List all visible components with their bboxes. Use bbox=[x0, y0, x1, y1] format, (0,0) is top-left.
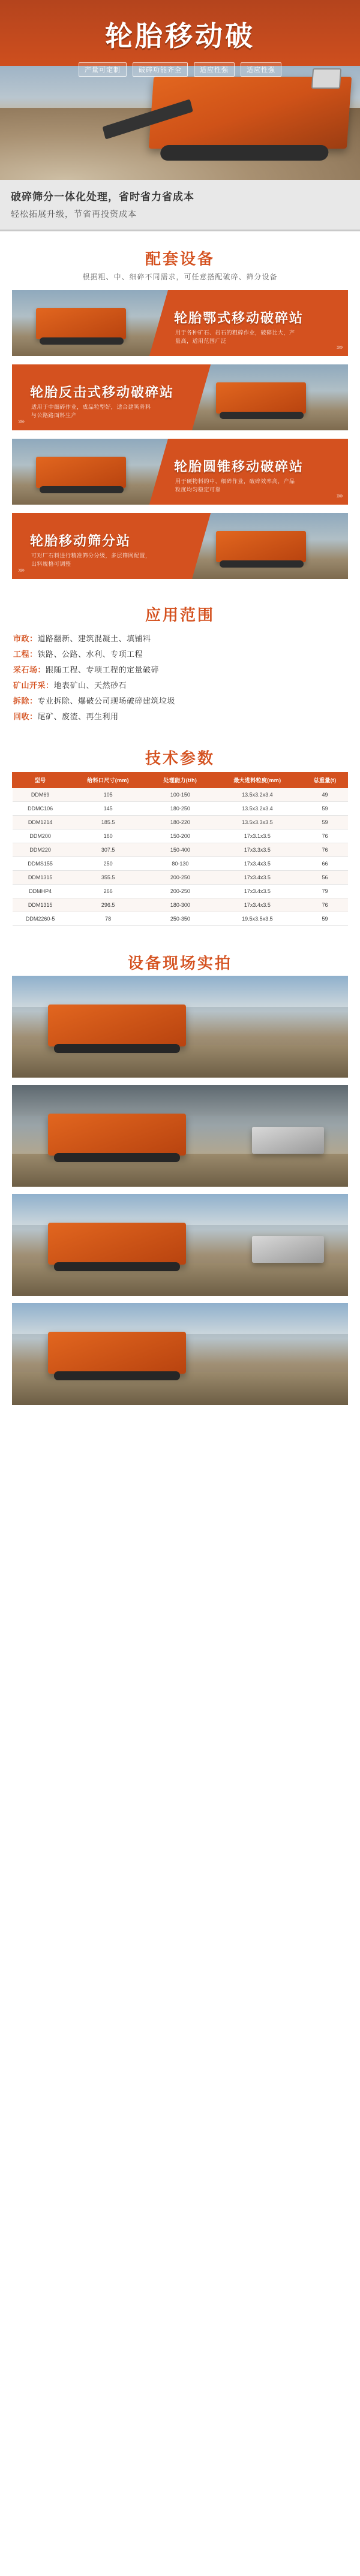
mobile-crusher-illustration bbox=[149, 77, 352, 149]
sky-region bbox=[12, 1303, 348, 1334]
product-card[interactable] bbox=[12, 364, 348, 430]
equipment-section-title: 配套设备 bbox=[145, 250, 215, 268]
table-cell: 100-150 bbox=[148, 788, 212, 802]
value-proposition-bar bbox=[0, 180, 360, 231]
table-cell: 17x3.4x3.5 bbox=[212, 898, 302, 912]
table-cell: 250 bbox=[68, 857, 148, 871]
hero-tag: 适应性强 bbox=[194, 62, 235, 77]
table-row bbox=[13, 788, 348, 802]
table-row bbox=[13, 885, 348, 898]
hero-tag: 产量可定制 bbox=[79, 62, 127, 77]
table-cell: DDM1315 bbox=[13, 871, 68, 885]
gallery bbox=[0, 976, 360, 1428]
application-text: 铁路、公路、水利、专项工程 bbox=[37, 650, 143, 659]
table-cell: 76 bbox=[302, 843, 347, 857]
table-cell: 66 bbox=[302, 857, 347, 871]
table-cell: DDM1214 bbox=[13, 816, 68, 829]
table-cell: 80-130 bbox=[148, 857, 212, 871]
table-cell: 56 bbox=[302, 871, 347, 885]
table-cell: DDM200 bbox=[13, 829, 68, 843]
table-cell: 180-300 bbox=[148, 898, 212, 912]
application-text: 道路翻新、建筑混凝土、填铺料 bbox=[37, 634, 151, 643]
product-photo bbox=[192, 513, 348, 579]
truck-icon bbox=[252, 1236, 324, 1263]
application-label: 回收： bbox=[13, 712, 38, 721]
hero-tag: 适应性强 bbox=[241, 62, 281, 77]
table-row bbox=[13, 912, 348, 926]
table-cell: 17x3.4x3.5 bbox=[212, 885, 302, 898]
crusher-icon bbox=[216, 382, 306, 414]
application-row bbox=[13, 709, 347, 725]
table-cell: 296.5 bbox=[68, 898, 148, 912]
table-cell: DDM2260-5 bbox=[13, 912, 68, 926]
product-name: 轮胎圆锥移动破碎站 bbox=[174, 459, 304, 474]
application-list bbox=[0, 628, 360, 731]
screening-plant-icon bbox=[216, 531, 306, 562]
table-cell: 355.5 bbox=[68, 871, 148, 885]
page-title: 轮胎移动破 bbox=[105, 20, 255, 52]
table-cell: 59 bbox=[302, 912, 347, 926]
application-text: 尾矿、废渣、再生利用 bbox=[37, 712, 119, 721]
table-cell: 17x3.4x3.5 bbox=[212, 871, 302, 885]
table-cell: 266 bbox=[68, 885, 148, 898]
table-cell: 78 bbox=[68, 912, 148, 926]
application-section-title: 应用范围 bbox=[145, 606, 215, 624]
product-name: 轮胎移动筛分站 bbox=[30, 533, 131, 548]
spec-section-title: 技术参数 bbox=[145, 749, 215, 767]
table-row bbox=[13, 816, 348, 829]
table-row bbox=[13, 802, 348, 816]
product-card[interactable] bbox=[12, 290, 348, 356]
table-cell: 105 bbox=[68, 788, 148, 802]
hero-tag-list bbox=[0, 62, 360, 77]
application-text: 专业拆除、爆破公司现场破碎建筑垃圾 bbox=[37, 696, 176, 705]
application-label: 拆除： bbox=[13, 696, 38, 705]
table-header-cell: 总重量(t) bbox=[302, 773, 347, 788]
table-row bbox=[13, 871, 348, 885]
chassis-icon bbox=[160, 145, 329, 161]
product-description: 适用于中细碎作业，成品粒型好，适合建筑骨料与公路路面料生产 bbox=[31, 404, 151, 418]
table-cell: 160 bbox=[68, 829, 148, 843]
table-cell: 200-250 bbox=[148, 871, 212, 885]
hero-tag: 破碎功能齐全 bbox=[133, 62, 188, 77]
table-cell: DDMS155 bbox=[13, 857, 68, 871]
application-row bbox=[13, 662, 347, 678]
value-proposition-secondary: 轻松拓展升级，节省再投资成本 bbox=[11, 209, 137, 219]
application-label: 市政： bbox=[13, 634, 38, 643]
crusher-icon bbox=[48, 1223, 186, 1265]
product-description: 可对厂石料进行精准筛分分级，多层筛网配置，出料规格可调整 bbox=[31, 553, 151, 567]
table-header-cell: 给料口尺寸(mm) bbox=[68, 773, 148, 788]
application-label: 矿山开采： bbox=[13, 681, 54, 690]
product-name: 轮胎反击式移动破碎站 bbox=[30, 385, 175, 400]
spec-table-wrapper bbox=[0, 771, 360, 936]
table-cell: 76 bbox=[302, 898, 347, 912]
hero-banner bbox=[0, 0, 360, 180]
product-photo bbox=[192, 364, 348, 430]
table-header-row bbox=[13, 773, 348, 788]
application-row bbox=[13, 647, 347, 662]
chevron-right-icon: ›››› bbox=[18, 565, 24, 574]
site-photo bbox=[12, 1303, 348, 1405]
table-cell: 59 bbox=[302, 816, 347, 829]
table-header-cell: 型号 bbox=[13, 773, 68, 788]
site-photo bbox=[12, 1194, 348, 1296]
product-name: 轮胎鄂式移动破碎站 bbox=[174, 310, 304, 325]
table-row bbox=[13, 857, 348, 871]
table-cell: 13.5x3.2x3.4 bbox=[212, 802, 302, 816]
sky-region bbox=[12, 1194, 348, 1225]
table-cell: 150-200 bbox=[148, 829, 212, 843]
truck-icon bbox=[252, 1127, 324, 1154]
application-text: 跟随工程、专项工程的定量破碎 bbox=[46, 665, 160, 674]
product-card[interactable] bbox=[12, 439, 348, 505]
product-card[interactable] bbox=[12, 513, 348, 579]
table-cell: DDM220 bbox=[13, 843, 68, 857]
table-cell: 76 bbox=[302, 829, 347, 843]
table-cell: DDM1315 bbox=[13, 898, 68, 912]
table-cell: 250-350 bbox=[148, 912, 212, 926]
page-footer-space bbox=[0, 1428, 360, 1434]
application-row bbox=[13, 678, 347, 693]
table-cell: 49 bbox=[302, 788, 347, 802]
table-cell: 17x3.1x3.5 bbox=[212, 829, 302, 843]
table-row bbox=[13, 829, 348, 843]
table-cell: 307.5 bbox=[68, 843, 148, 857]
table-row bbox=[13, 843, 348, 857]
product-photo bbox=[12, 439, 168, 505]
spec-table-body bbox=[13, 788, 348, 926]
table-cell: 200-250 bbox=[148, 885, 212, 898]
product-description: 用于硬物料的中、细碎作业，破碎效率高，产品粒度均匀稳定可靠 bbox=[175, 478, 295, 493]
crusher-icon bbox=[48, 1332, 186, 1374]
application-label: 工程： bbox=[13, 650, 38, 659]
table-cell: 79 bbox=[302, 885, 347, 898]
table-cell: 13.5x3.3x3.5 bbox=[212, 816, 302, 829]
application-row bbox=[13, 693, 347, 709]
value-proposition-primary: 破碎筛分一体化处理，省时省力省成本 bbox=[11, 191, 194, 203]
site-photo bbox=[12, 1085, 348, 1187]
hero-background-photo bbox=[0, 66, 360, 180]
chevron-right-icon: ›››› bbox=[336, 342, 342, 351]
chevron-right-icon: ›››› bbox=[336, 491, 342, 500]
crusher-icon bbox=[36, 308, 126, 339]
application-text: 地表矿山、天然砂石 bbox=[53, 681, 127, 690]
table-cell: DDMC106 bbox=[13, 802, 68, 816]
table-row bbox=[13, 898, 348, 912]
table-cell: DDM69 bbox=[13, 788, 68, 802]
table-cell: 17x3.3x3.5 bbox=[212, 843, 302, 857]
table-header-cell: 最大进料粒度(mm) bbox=[212, 773, 302, 788]
table-cell: 17x3.4x3.5 bbox=[212, 857, 302, 871]
site-photo bbox=[12, 976, 348, 1078]
table-cell: DDMHP4 bbox=[13, 885, 68, 898]
sky-region bbox=[12, 976, 348, 1007]
table-cell: 180-220 bbox=[148, 816, 212, 829]
table-cell: 145 bbox=[68, 802, 148, 816]
table-cell: 19.5x3.5x3.5 bbox=[212, 912, 302, 926]
equipment-section-subtitle: 根据粗、中、细碎不同需求，可任意搭配破碎、筛分设备 bbox=[82, 273, 278, 281]
spec-table bbox=[12, 772, 348, 926]
table-cell: 180-250 bbox=[148, 802, 212, 816]
table-cell: 185.5 bbox=[68, 816, 148, 829]
table-cell: 150-400 bbox=[148, 843, 212, 857]
application-row bbox=[13, 631, 347, 647]
table-cell: 13.5x3.2x3.4 bbox=[212, 788, 302, 802]
table-cell: 59 bbox=[302, 802, 347, 816]
crusher-icon bbox=[48, 1005, 186, 1046]
product-photo bbox=[12, 290, 168, 356]
crusher-icon bbox=[36, 457, 126, 488]
application-label: 采石场： bbox=[13, 665, 46, 674]
table-header-cell: 处理能力(t/h) bbox=[148, 773, 212, 788]
sky-region bbox=[12, 1085, 348, 1116]
chevron-right-icon: ›››› bbox=[18, 417, 24, 426]
gallery-section-title: 设备现场实拍 bbox=[127, 954, 232, 972]
product-description: 用于各种矿石、岩石的粗碎作业，破碎比大，产量高，适用范围广泛 bbox=[175, 330, 295, 344]
crusher-icon bbox=[48, 1114, 186, 1156]
